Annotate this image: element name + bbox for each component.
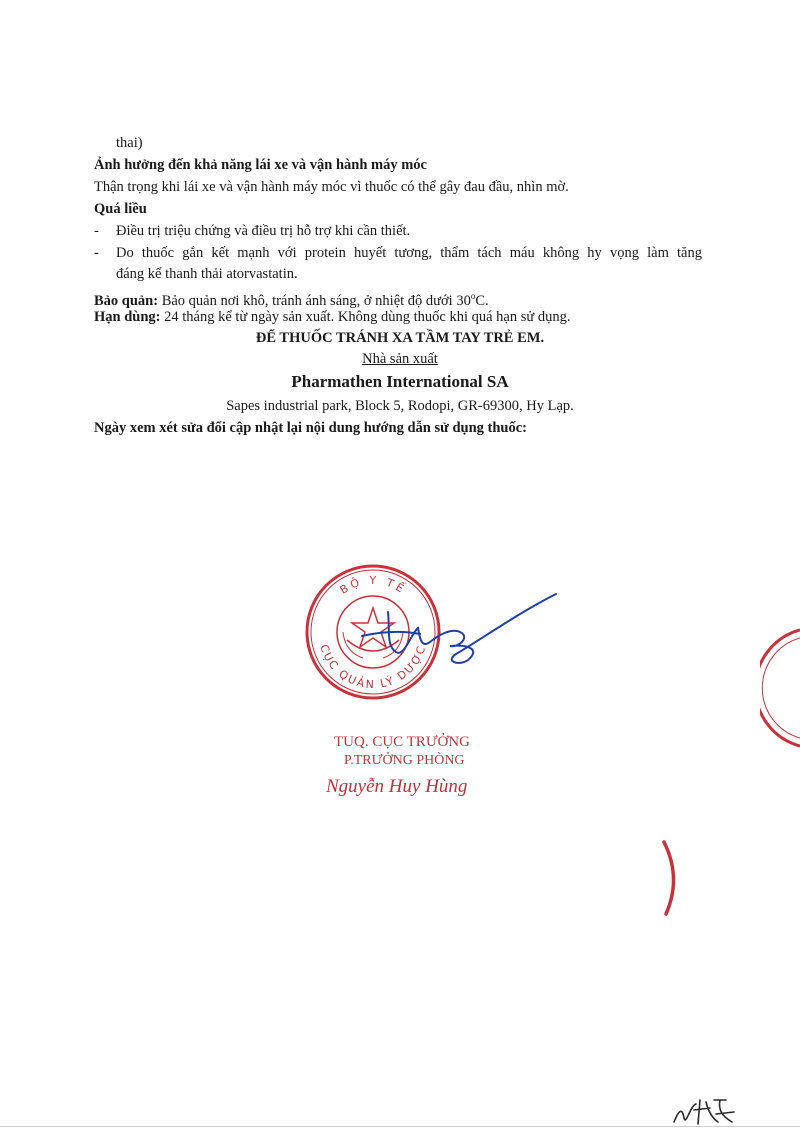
overdose-bullet-1 bbox=[94, 221, 99, 241]
driving-heading: Ảnh hưởng đến khả năng lái xe và vận hành máy móc bbox=[94, 157, 427, 173]
stamp-title-line2: P.TRƯỞNG PHÒNG bbox=[344, 753, 465, 768]
manufacturer-label: Nhà sản xuất bbox=[362, 351, 438, 367]
bottom-edge-line bbox=[0, 1126, 800, 1127]
continued-text: thai) bbox=[116, 135, 143, 151]
storage-unit: C. bbox=[475, 292, 489, 309]
stamp-top-text: BỘ Y TẾ bbox=[337, 573, 409, 597]
storage-label: Bảo quản: bbox=[94, 292, 159, 309]
driving-text: Thận trọng khi lái xe và vận hành máy móc vì thuốc có thể gây đau đầu, nhìn mờ. bbox=[94, 179, 569, 195]
overdose-bullet-2 bbox=[94, 243, 99, 263]
review-date-label: Ngày xem xét sửa đổi cập nhật lại nội dung hướng dẫn sử dụng thuốc: bbox=[94, 420, 527, 436]
partial-stamp-right bbox=[760, 628, 800, 748]
stamp-title-line1: TUQ. CỤC TRƯỞNG bbox=[334, 734, 470, 750]
manufacturer-name: Pharmathen International SA bbox=[291, 372, 509, 391]
overdose-item-2: Do thuốc gắn kết mạnh với protein huyết tương, thẩm tách máu không hy vọng làm tăng bbox=[116, 245, 702, 261]
overdose-item-1: Điều trị triệu chứng và điều trị hỗ trợ khi cần thiết. bbox=[116, 223, 411, 239]
overdose-item-2-cont: đáng kể thanh thải atorvastatin. bbox=[116, 266, 298, 282]
children-warning: ĐỂ THUỐC TRÁNH XA TẦM TAY TRẺ EM. bbox=[255, 330, 545, 346]
bullet-dash: - bbox=[94, 223, 99, 239]
stamp-bottom-text: CỤC QUẢN LÝ DƯỢC bbox=[317, 642, 429, 692]
degree-sup: o bbox=[470, 291, 476, 301]
bullet-dash: - bbox=[94, 245, 99, 261]
expiry-label: Hạn dùng: bbox=[94, 309, 161, 325]
signature-mark bbox=[360, 588, 560, 678]
overdose-heading: Quá liều bbox=[94, 201, 147, 217]
red-arc-mark bbox=[656, 838, 686, 918]
storage-text: Bảo quản nơi khô, tránh ánh sáng, ở nhiệt độ dưới 30 bbox=[161, 292, 471, 309]
expiry-text: 24 tháng kể từ ngày sản xuất. Không dùng thuốc khi quá hạn sử dụng. bbox=[164, 309, 571, 325]
signer-name: Nguyễn Huy Hùng bbox=[326, 776, 468, 797]
manufacturer-address: Sapes industrial park, Block 5, Rodopi, GR-69300, Hy Lạp. bbox=[226, 398, 574, 414]
expiry-line bbox=[94, 307, 570, 327]
manufacturer-label-row bbox=[0, 349, 800, 369]
